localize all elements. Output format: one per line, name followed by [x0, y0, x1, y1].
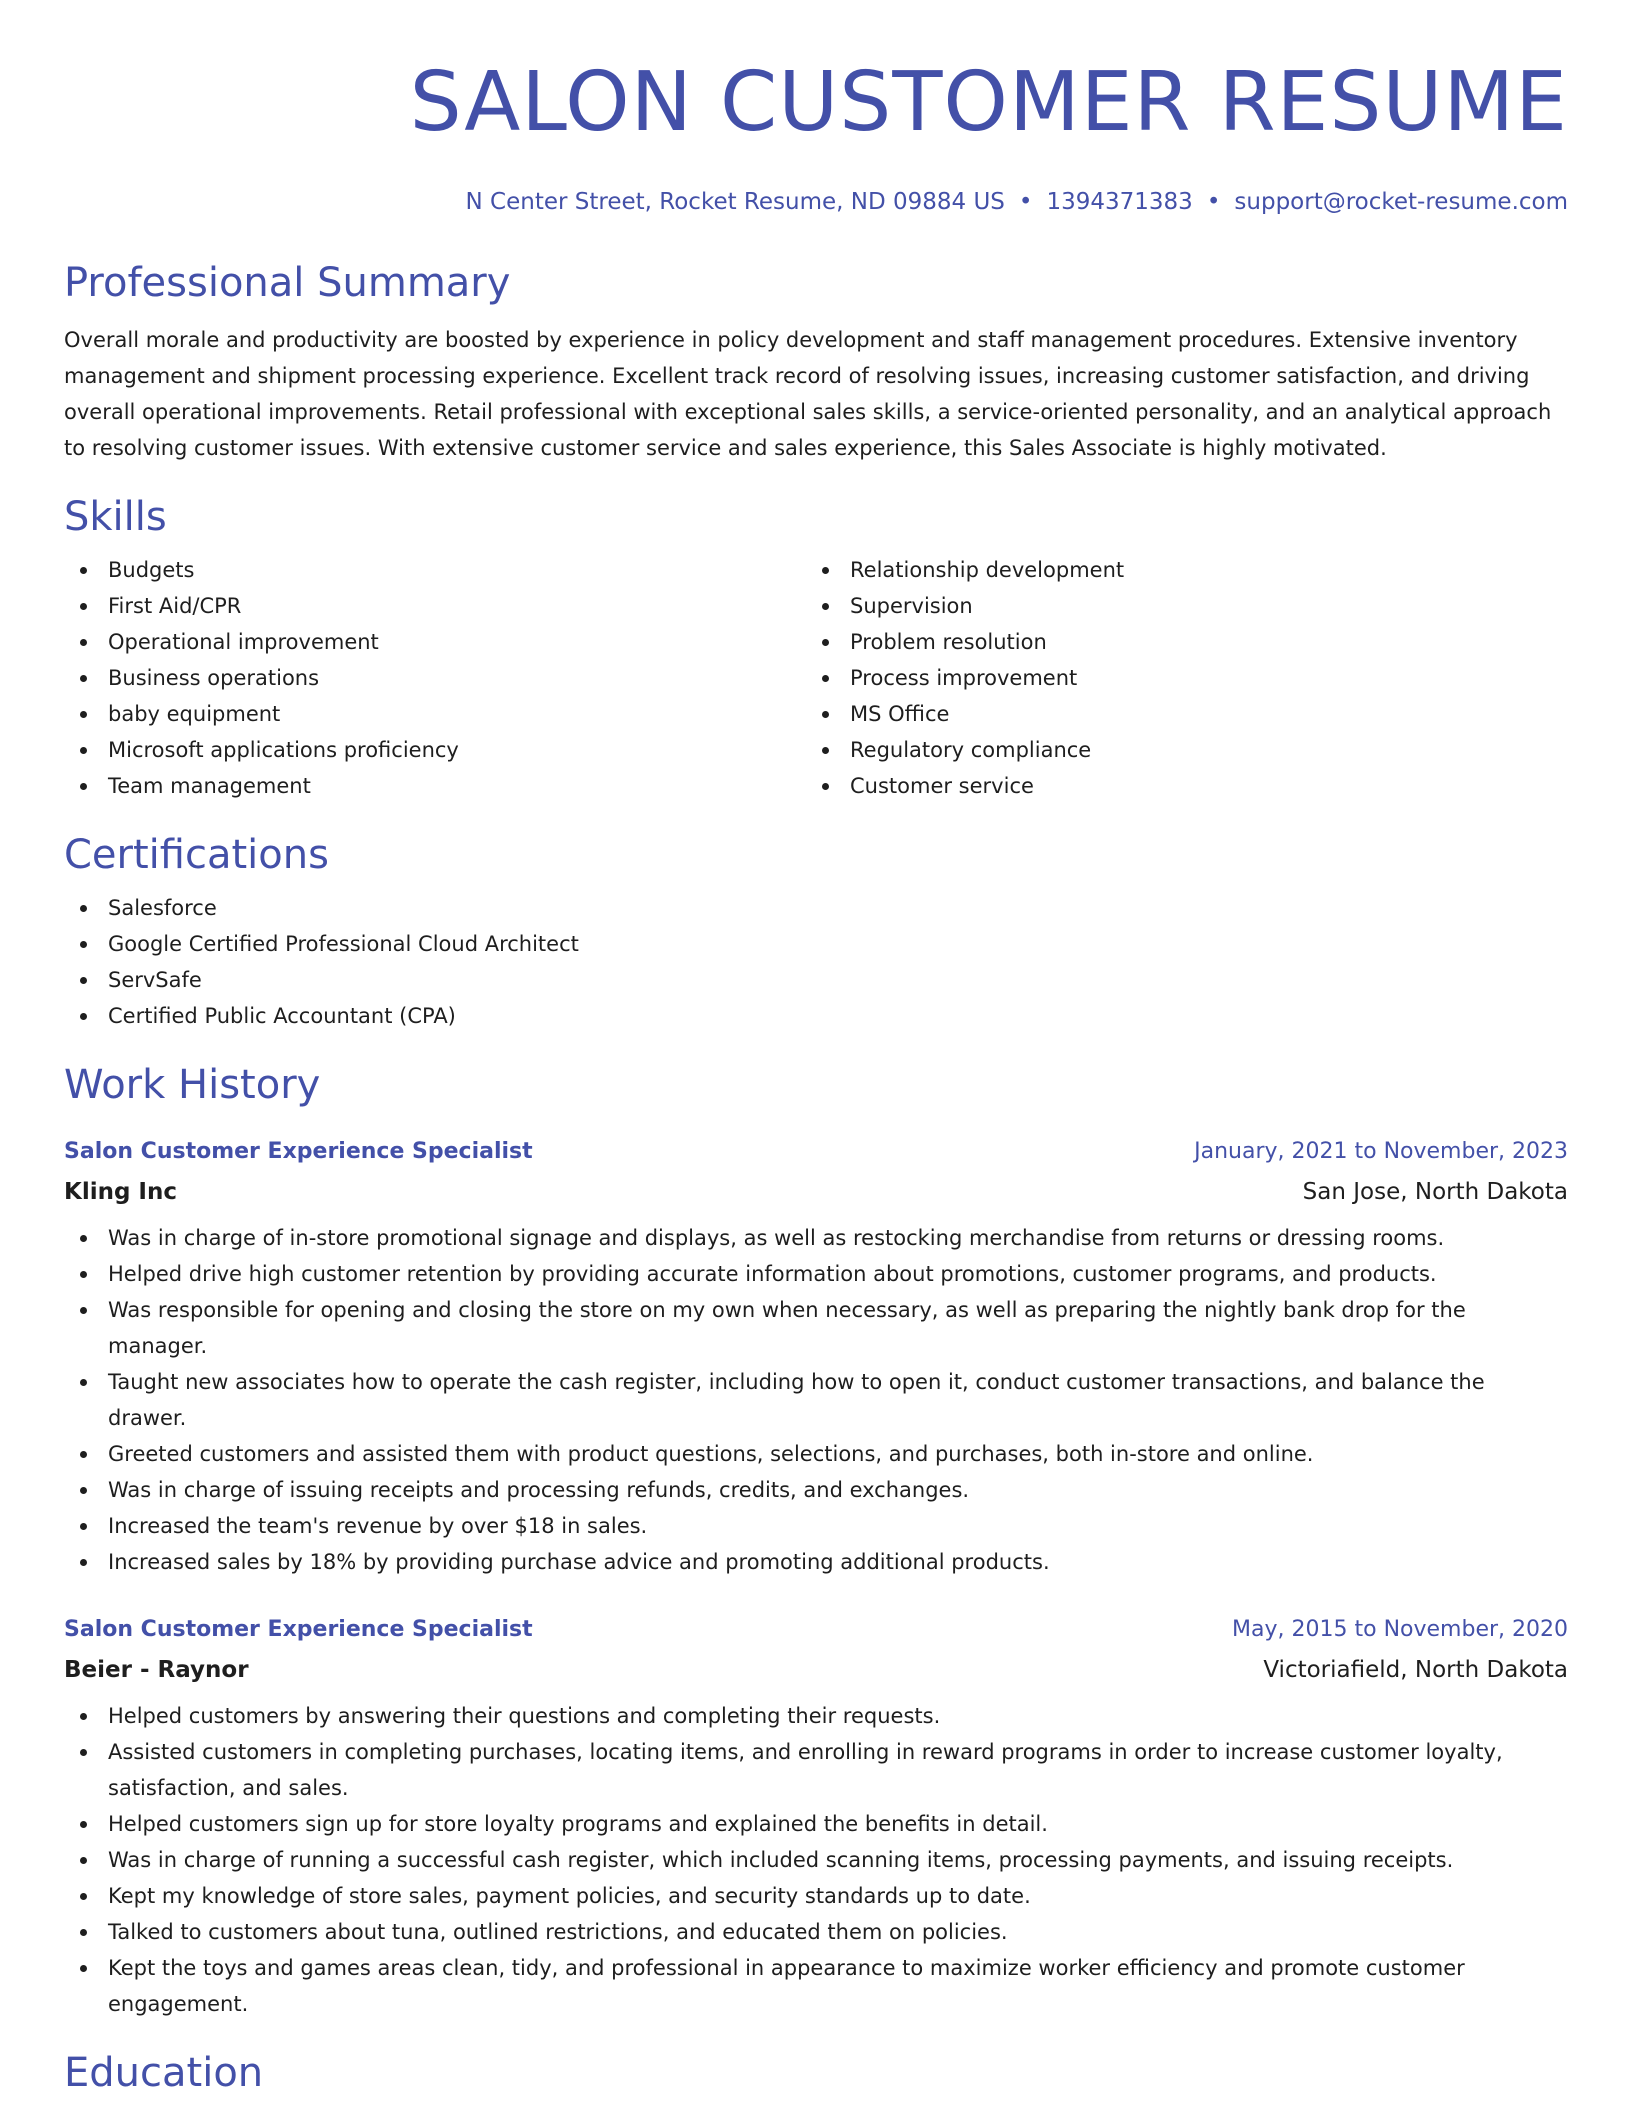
work-history-heading: Work History — [64, 1062, 321, 1108]
skill-item: Business operations — [64, 660, 806, 696]
job-bullet: Assisted customers in completing purchases, locating items, and enrolling in reward programs in order to increase customer loyalty, satisfaction, and sales. — [64, 1734, 1568, 1806]
education-heading: Education — [64, 2050, 264, 2096]
job-bullet: Helped drive high customer retention by providing accurate information about promotions, customer programs, and products. — [64, 1256, 1568, 1292]
job-bullet: Kept the toys and games areas clean, tidy, and professional in appearance to maximize worker efficiency and promote customer engagement. — [64, 1950, 1568, 2022]
job-bullet: Increased the team's revenue by over $18 in sales. — [64, 1508, 1568, 1544]
skill-item: Operational improvement — [64, 624, 806, 660]
skill-item: Supervision — [806, 588, 1548, 624]
job-title: Salon Customer Experience Specialist — [64, 1139, 533, 1164]
certification-item: Salesforce — [64, 890, 1568, 926]
job-bullet: Was responsible for opening and closing the store on my own when necessary, as well as preparing the nightly bank drop for the manager. — [64, 1292, 1568, 1364]
skill-item: baby equipment — [64, 696, 806, 732]
skills-column-right — [806, 552, 1548, 804]
job-bullet: Taught new associates how to operate the cash register, including how to open it, conduct customer transactions, and balance the drawer. — [64, 1364, 1568, 1436]
job-bullet: Helped customers by answering their questions and completing their requests. — [64, 1698, 1568, 1734]
skill-item: MS Office — [806, 696, 1548, 732]
certification-item: Google Certified Professional Cloud Architect — [64, 926, 1568, 962]
skill-item: Process improvement — [806, 660, 1548, 696]
skill-item: Team management — [64, 768, 806, 804]
skills-list-right — [806, 552, 1548, 804]
skill-item: Customer service — [806, 768, 1548, 804]
certification-item: Certified Public Accountant (CPA) — [64, 998, 1568, 1034]
job-bullets — [64, 1220, 1568, 1580]
job-company-row — [64, 1172, 1568, 1212]
skills-column-left — [64, 552, 806, 804]
job-location: Victoriafield, North Dakota — [1263, 1657, 1568, 1683]
job-location: San Jose, North Dakota — [1302, 1179, 1568, 1205]
contact-separator: • — [1206, 189, 1221, 215]
job-company: Kling Inc — [64, 1179, 178, 1205]
job-dates: January, 2021 to November, 2023 — [1194, 1139, 1568, 1164]
job-bullet: Helped customers sign up for store loyalty programs and explained the benefits in detail. — [64, 1806, 1568, 1842]
job-bullet: Talked to customers about tuna, outlined restrictions, and educated them on policies. — [64, 1914, 1568, 1950]
certification-item: ServSafe — [64, 962, 1568, 998]
skill-item: Regulatory compliance — [806, 732, 1548, 768]
skills-list-left — [64, 552, 806, 804]
job-bullet: Was in charge of running a successful cash register, which included scanning items, processing payments, and issuing receipts. — [64, 1842, 1568, 1878]
job-bullet: Was in charge of issuing receipts and processing refunds, credits, and exchanges. — [64, 1472, 1568, 1508]
job-bullet: Kept my knowledge of store sales, payment policies, and security standards up to date. — [64, 1878, 1568, 1914]
contact-address: N Center Street, Rocket Resume, ND 09884 US — [465, 189, 1005, 215]
job-company: Beier - Raynor — [64, 1657, 249, 1683]
job-title-row — [64, 1132, 1568, 1172]
summary-heading: Professional Summary — [64, 260, 511, 306]
skills-heading: Skills — [64, 494, 167, 540]
job-bullet: Was in charge of in-store promotional signage and displays, as well as restocking merchandise from returns or dressing rooms. — [64, 1220, 1568, 1256]
resume-title: SALON CUSTOMER RESUME — [409, 55, 1568, 150]
skill-item: Relationship development — [806, 552, 1548, 588]
job-bullet: Increased sales by 18% by providing purchase advice and promoting additional products. — [64, 1544, 1568, 1580]
skill-item: First Aid/CPR — [64, 588, 806, 624]
job-title-row — [64, 1610, 1568, 1650]
certifications-list — [64, 890, 1568, 1034]
job-company-row — [64, 1650, 1568, 1690]
job-bullets — [64, 1698, 1568, 2022]
summary-text: Overall morale and productivity are boosted by experience in policy development and staff management procedures. Extensive inventory management and shipment processing experience. Excellent track record of resolving issues, increasing customer satisfaction, and driving overall operational improvements. Retail professional with exceptional sales skills, a service-oriented personality, and an analytical approach to resolving customer issues. With extensive customer service and sales experience, this Sales Associate is highly motivated. — [64, 328, 1552, 460]
contact-separator: • — [1018, 189, 1033, 215]
skill-item: Microsoft applications proficiency — [64, 732, 806, 768]
job-entry-2 — [64, 1610, 1568, 2022]
contact-line — [64, 186, 1568, 218]
job-bullet: Greeted customers and assisted them with product questions, selections, and purchases, both in-store and online. — [64, 1436, 1568, 1472]
contact-phone: 1394371383 — [1046, 189, 1193, 215]
skills-grid — [64, 552, 1568, 804]
certifications-heading: Certifications — [64, 832, 329, 878]
skill-item: Problem resolution — [806, 624, 1548, 660]
job-title: Salon Customer Experience Specialist — [64, 1617, 533, 1642]
job-entry-1 — [64, 1132, 1568, 1580]
skill-item: Budgets — [64, 552, 806, 588]
contact-email[interactable]: support@rocket-resume.com — [1234, 189, 1568, 215]
resume-page — [64, 48, 1568, 2098]
job-dates: May, 2015 to November, 2020 — [1232, 1617, 1568, 1642]
